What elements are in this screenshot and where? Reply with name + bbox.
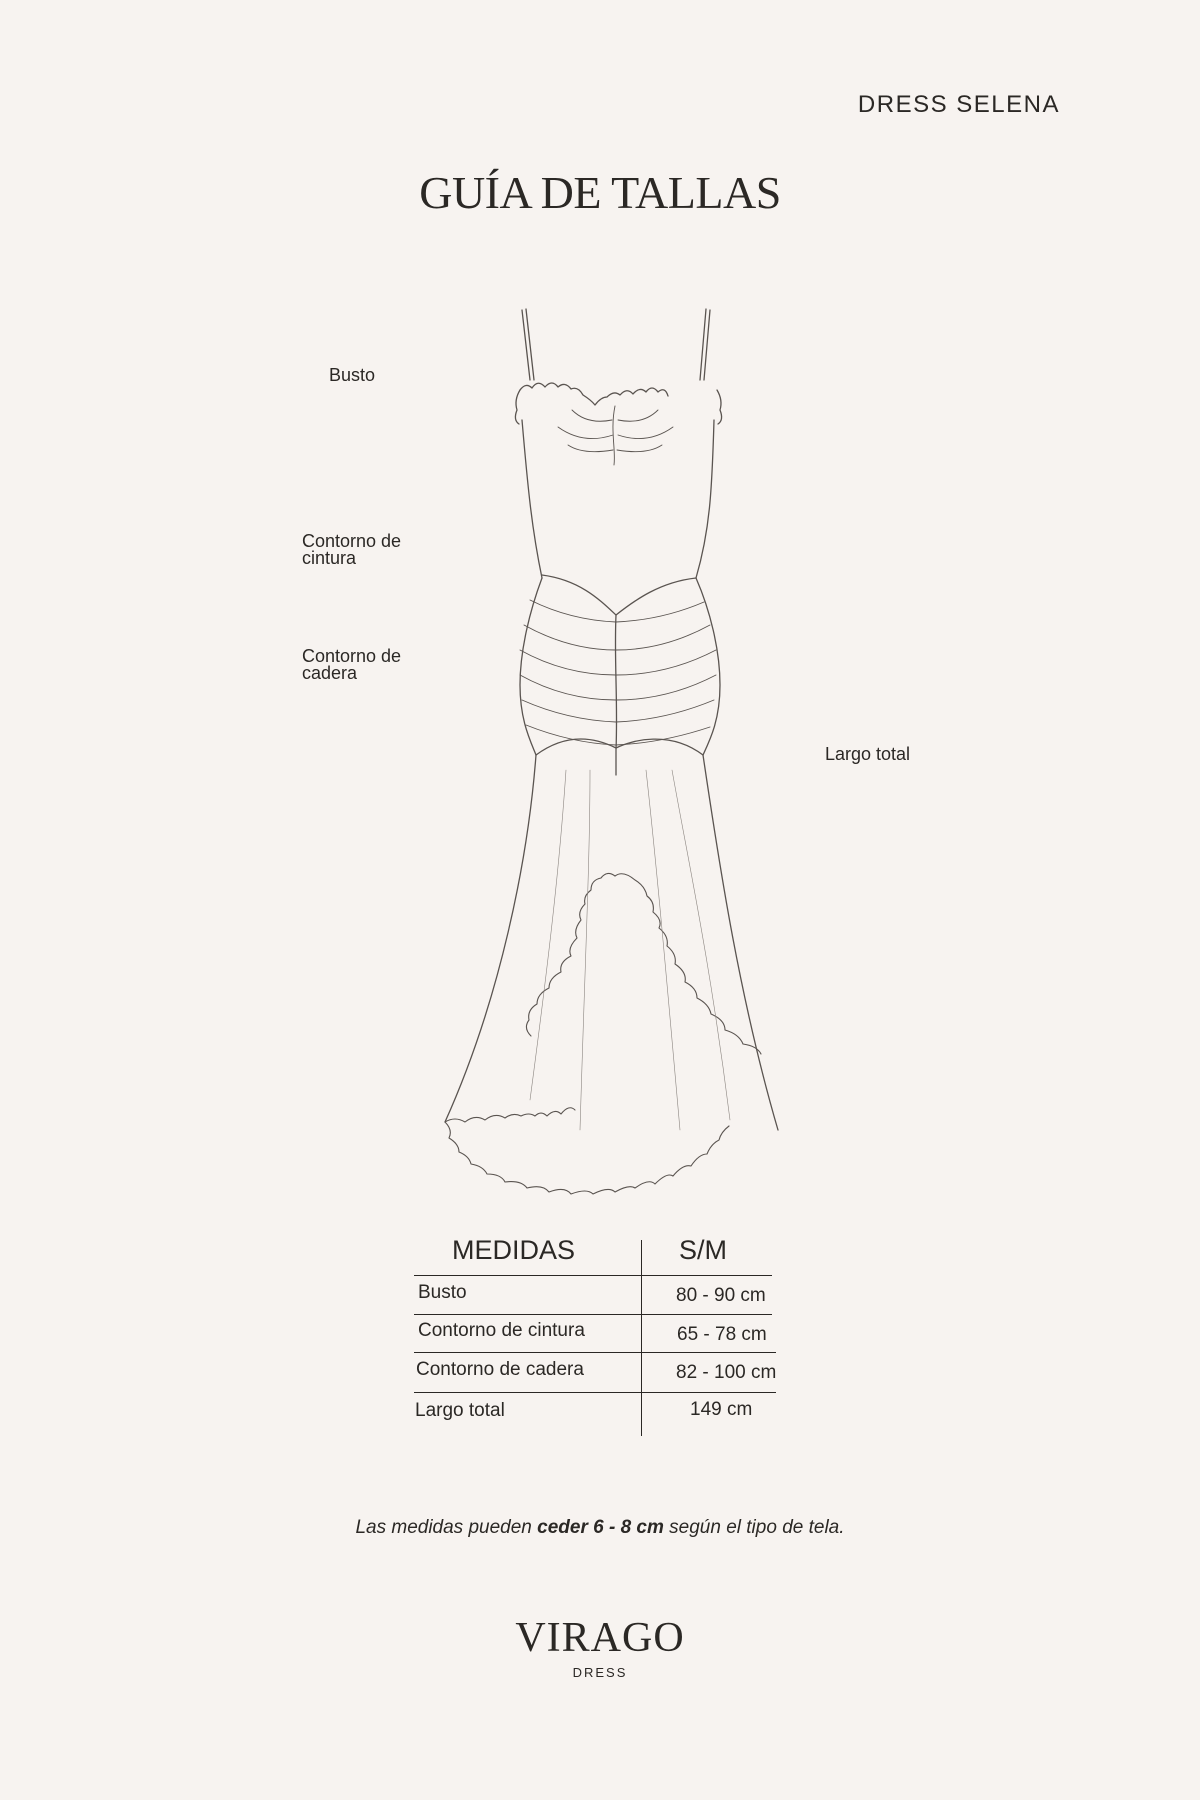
table-row-label: Contorno de cintura bbox=[418, 1320, 585, 1341]
callout-length-label: Largo total bbox=[825, 744, 911, 764]
bodice-left-side bbox=[522, 420, 542, 578]
size-table bbox=[414, 1230, 784, 1430]
table-divider bbox=[414, 1275, 772, 1276]
callout-hip-line2: cadera bbox=[302, 663, 358, 683]
waistline bbox=[542, 575, 696, 615]
hip-right-side bbox=[696, 578, 720, 755]
callout-waist-line1: Contorno de bbox=[302, 531, 402, 551]
table-header-size: S/M bbox=[679, 1235, 728, 1265]
callout-hip-line1: Contorno de bbox=[302, 646, 402, 666]
table-row-label: Largo total bbox=[415, 1400, 505, 1421]
right-strap bbox=[700, 309, 710, 380]
callout-bust-label: Busto bbox=[329, 365, 376, 385]
product-name: DRESS SELENA bbox=[857, 91, 1060, 118]
table-row-value: 80 - 90 cm bbox=[676, 1285, 766, 1306]
dress-illustration bbox=[420, 300, 800, 1220]
table-row-value: 82 - 100 cm bbox=[676, 1362, 777, 1383]
hem-ruffle bbox=[445, 1108, 729, 1194]
table-row-label: Contorno de cadera bbox=[416, 1359, 584, 1380]
brand-logo-subtitle: DRESS bbox=[572, 1665, 628, 1680]
table-column-divider bbox=[641, 1240, 642, 1436]
brand-logo-wordmark: VIRAGO bbox=[515, 1615, 685, 1661]
callout-waist-line2: cintura bbox=[302, 548, 357, 568]
table-row-value: 65 - 78 cm bbox=[677, 1324, 767, 1345]
table-header-measurements: MEDIDAS bbox=[452, 1235, 576, 1265]
table-divider bbox=[414, 1352, 776, 1353]
center-seam bbox=[615, 615, 616, 775]
callout-hip bbox=[302, 648, 401, 682]
table-divider bbox=[414, 1314, 772, 1315]
fabric-stretch-note bbox=[0, 1517, 1200, 1539]
skirt-right-edge bbox=[703, 755, 778, 1130]
callout-total-length bbox=[825, 746, 910, 763]
brand-logo bbox=[0, 1617, 1200, 1680]
left-strap bbox=[522, 309, 534, 380]
bodice-right-side bbox=[696, 420, 714, 578]
skirt-godet bbox=[536, 739, 703, 755]
note-suffix: según el tipo de tela. bbox=[663, 1517, 845, 1538]
page-title: GUÍA DE TALLAS bbox=[419, 167, 781, 218]
table-divider bbox=[414, 1392, 776, 1393]
table-row-value: 149 cm bbox=[690, 1399, 753, 1420]
skirt-left-edge bbox=[445, 755, 536, 1122]
callout-waist bbox=[302, 533, 401, 567]
neckline-ruffle bbox=[520, 383, 668, 405]
note-prefix: Las medidas pueden bbox=[355, 1517, 538, 1538]
table-row-label: Busto bbox=[418, 1282, 467, 1303]
callout-bust bbox=[329, 367, 375, 384]
note-emphasis: ceder 6 - 8 cm bbox=[537, 1517, 664, 1538]
